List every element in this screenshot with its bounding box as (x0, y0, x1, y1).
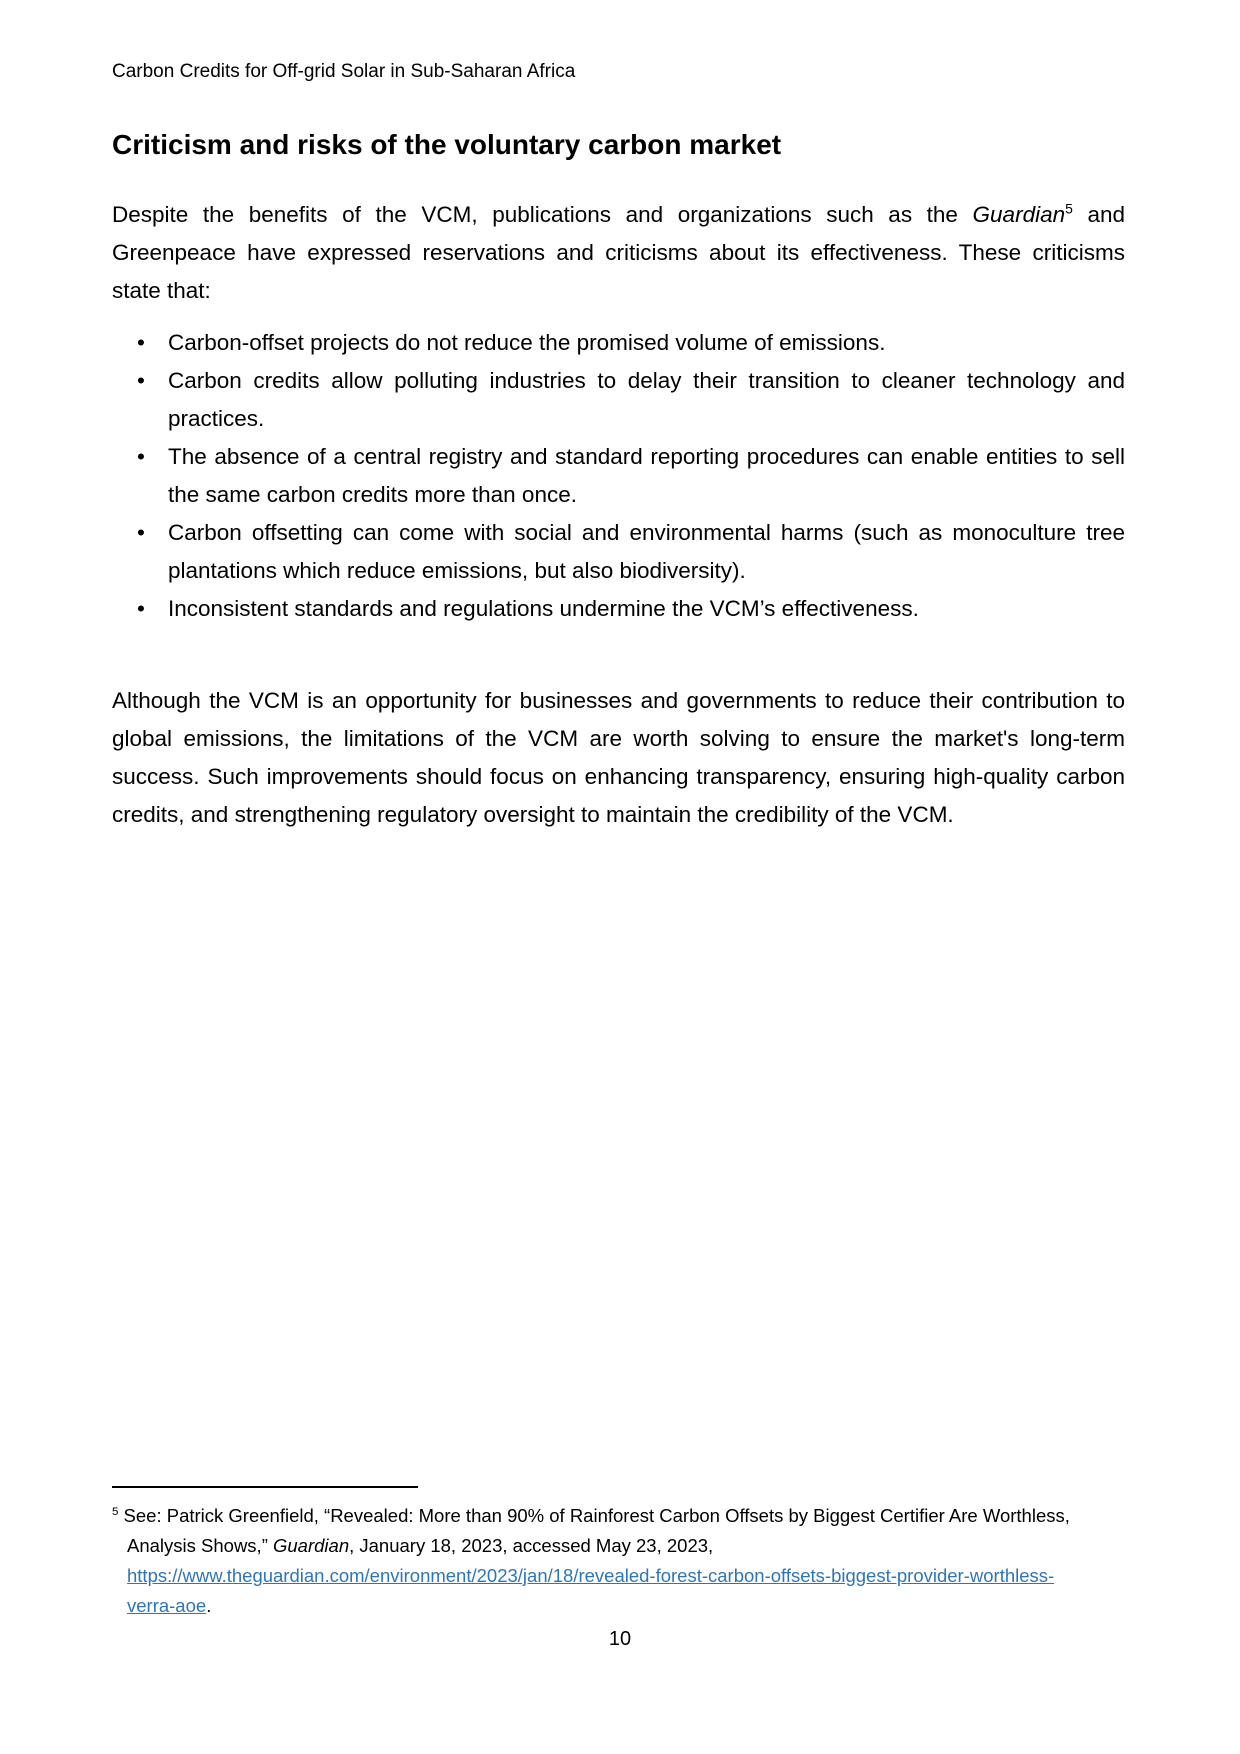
footnote-link[interactable] (127, 1565, 1054, 1616)
running-header: Carbon Credits for Off-grid Solar in Sub-Saharan Africa (112, 61, 576, 82)
section-heading: Criticism and risks of the voluntary carbon market (112, 129, 782, 160)
criticism-list (112, 324, 1125, 628)
criticism-bullet: • Carbon-offset projects do not reduce the promised volume of emissions. (168, 324, 1125, 362)
criticism-bullet: • Inconsistent standards and regulations undermine the VCM’s effectiveness. (168, 590, 1125, 628)
intro-text-before: Despite the benefits of the VCM, publications and organizations such as the (112, 202, 973, 227)
footnote-ref[interactable]: 5 (1065, 200, 1073, 217)
footnote (112, 1501, 1125, 1621)
footnote-italic-term: Guardian (273, 1535, 350, 1556)
footnote-citation-before: See: Patrick Greenfield, “Revealed: More than 90% of Rainforest Carbon Offsets by Biggest Certifier Are Worthless, Analysis Shows,” (123, 1505, 1070, 1556)
closing-paragraph: Although the VCM is an opportunity for businesses and governments to reduce their contribution to global emissions, the limitations of the VCM are worth solving to ensure the market's long-term success. Such improvements should focus on enhancing transparency, ensuring high-quality carbon credits, and strengthening regulatory oversight to maintain the credibility of the VCM. (112, 688, 1125, 827)
footnote-separator (112, 1486, 418, 1488)
criticism-bullet: • Carbon offsetting can come with social and environmental harms (such as monoculture tree plantations which reduce emissions, but also biodiversity). (168, 514, 1125, 590)
footnote-link-line2: verra-aoe (127, 1595, 207, 1616)
page-number: 10 (608, 1628, 632, 1650)
intro-text-after: and Greenpeace have expressed reservations and criticisms about its effectiveness. These criticisms state that: (112, 202, 1126, 303)
footnote-marker: 5 (112, 1505, 119, 1518)
criticism-bullet: • The absence of a central registry and standard reporting procedures can enable entities to sell the same carbon credits more than once. (168, 438, 1125, 514)
footnote-citation-after: , January 18, 2023, accessed May 23, 2023, (349, 1535, 714, 1556)
criticism-bullet: • Carbon credits allow polluting industries to delay their transition to cleaner technology and practices. (168, 362, 1125, 438)
intro-paragraph (112, 196, 1125, 310)
footnote-link-suffix: . (206, 1595, 212, 1616)
footnote-link-line1: https://www.theguardian.com/environment/2023/jan/18/revealed-forest-carbon-offsets-biggest-provider-worthless- (127, 1565, 1055, 1586)
page-content (0, 0, 1240, 834)
footnote-area (112, 1486, 1125, 1621)
intro-italic-term: Guardian (972, 202, 1066, 227)
